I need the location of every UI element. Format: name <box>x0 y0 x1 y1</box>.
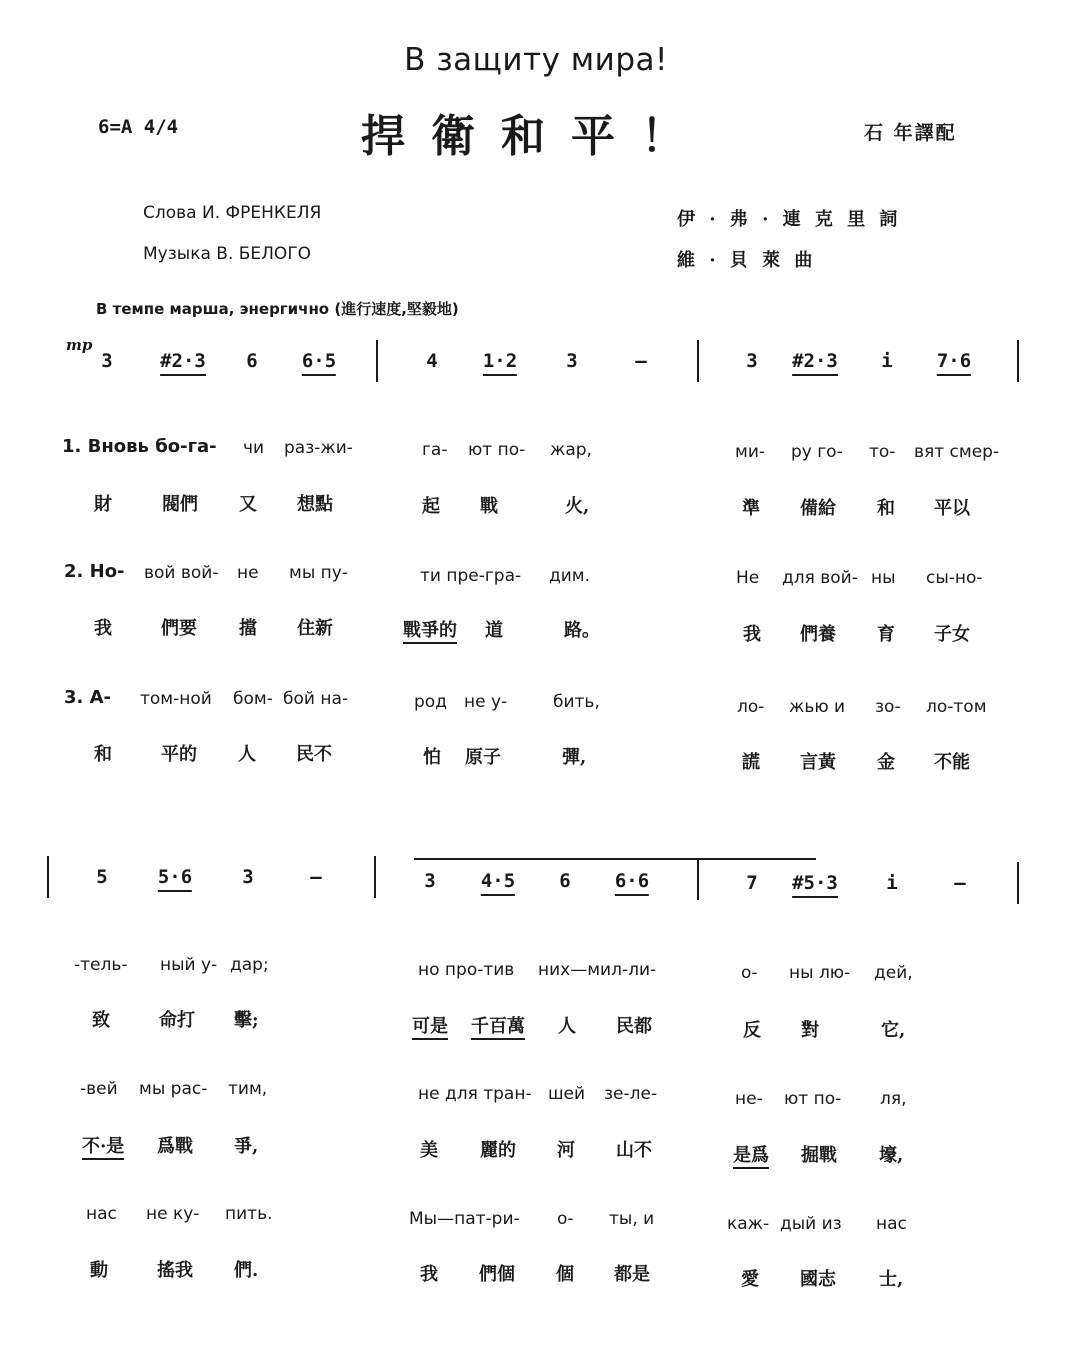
lyric: ты, и <box>609 1209 655 1229</box>
lyric: 平以 <box>934 498 970 519</box>
note: i <box>886 872 898 894</box>
lyric: сы-но- <box>926 568 983 588</box>
note: 6 <box>559 870 571 892</box>
lyric: 怕 <box>423 747 441 768</box>
note: 6 <box>246 350 258 372</box>
lyric: 反 <box>743 1020 761 1041</box>
lyric: 育 <box>877 624 895 645</box>
note: 7·6 <box>937 350 971 376</box>
barline <box>697 340 699 382</box>
lyric: зе-ле- <box>604 1084 658 1104</box>
lyric: жью и <box>789 697 846 717</box>
lyric: 致 <box>92 1010 110 1031</box>
slur-line <box>414 858 816 860</box>
lyric: 動 <box>90 1260 108 1281</box>
lyric: вой вой- <box>144 563 219 583</box>
lyric: 民都 <box>616 1016 652 1037</box>
lyric: 財 <box>94 494 112 515</box>
lyric: 我 <box>94 618 112 639</box>
lyric: 不能 <box>934 752 970 773</box>
lyric: 想點 <box>297 494 333 515</box>
lyric: 金 <box>877 752 895 773</box>
composer-ru: Музыка В. БЕЛОГО <box>143 244 312 264</box>
note: — <box>310 866 322 888</box>
lyric: каж- <box>727 1214 770 1234</box>
lyric: мы пу- <box>289 563 348 583</box>
lyric: 擋 <box>239 618 257 639</box>
title-russian: В защиту мира! <box>404 42 668 78</box>
lyric: 不·是 <box>82 1132 124 1160</box>
lyric: дар; <box>230 955 269 975</box>
lyric: 對 <box>801 1020 819 1041</box>
lyric: то- <box>869 442 896 462</box>
lyricist-ru: Слова И. ФРЕНКЕЛЯ <box>143 203 322 223</box>
lyric: 準 <box>742 498 760 519</box>
lyric: не- <box>735 1089 763 1109</box>
lyric: том-ной <box>140 689 212 709</box>
lyric: не для тран- <box>418 1084 532 1104</box>
lyric: 民不 <box>296 744 332 765</box>
lyric: 麗的 <box>480 1140 516 1161</box>
lyric: 閥們 <box>162 494 198 515</box>
lyric: о- <box>741 963 758 983</box>
lyric: пить. <box>225 1204 273 1224</box>
lyric: чи <box>243 438 265 458</box>
lyric: ны лю- <box>789 963 851 983</box>
lyricist-zh: 伊 · 弗 · 連 克 里 詞 <box>677 209 902 230</box>
lyric: бой на- <box>283 689 349 709</box>
lyric: 美 <box>420 1140 438 1161</box>
note: 3 <box>746 350 758 372</box>
note: 4·5 <box>481 870 515 896</box>
lyric: 謊 <box>742 752 760 773</box>
lyric: дим. <box>549 566 591 586</box>
lyric: 起 <box>422 496 440 517</box>
barline <box>47 856 49 898</box>
lyric: но про-тив <box>418 960 515 980</box>
note: #2·3 <box>160 350 206 376</box>
lyric: род <box>414 692 447 712</box>
lyric: 們養 <box>800 624 836 645</box>
barline <box>376 340 378 382</box>
lyric: нас <box>86 1204 117 1224</box>
lyric: ный у- <box>160 955 218 975</box>
lyric: тим, <box>228 1079 268 1099</box>
lyric: 們要 <box>161 618 197 639</box>
lyric: бить, <box>553 692 600 712</box>
lyric: 都是 <box>614 1264 650 1285</box>
lyric: 命打 <box>159 1010 195 1031</box>
translator-credit: 石 年譯配 <box>864 122 957 144</box>
lyric: 戰 <box>480 496 498 517</box>
lyric: 和 <box>94 744 112 765</box>
lyric: мы рас- <box>139 1079 208 1099</box>
lyric: не ку- <box>146 1204 200 1224</box>
note: 6·6 <box>615 870 649 896</box>
lyric: 我 <box>743 624 761 645</box>
lyric: 和 <box>877 498 895 519</box>
barline <box>1017 340 1019 382</box>
lyric: 們. <box>234 1260 259 1281</box>
lyric: о- <box>557 1209 574 1229</box>
lyric: -тель- <box>74 955 128 975</box>
lyric: 壕, <box>879 1145 904 1166</box>
lyric: 住新 <box>297 618 333 639</box>
lyric: ют по- <box>784 1089 842 1109</box>
key-signature: 6=A 4/4 <box>98 116 179 138</box>
note: — <box>635 350 647 372</box>
dynamic-marking: mp <box>66 336 93 354</box>
barline <box>697 858 699 900</box>
lyric: для вой- <box>782 568 858 588</box>
lyric: 平的 <box>161 744 197 765</box>
lyric: 火, <box>565 496 590 517</box>
note: 1·2 <box>483 350 517 376</box>
lyric: ти пре-гра- <box>420 566 522 586</box>
lyric: вят смер- <box>914 442 1000 462</box>
lyric: жар, <box>550 440 592 460</box>
lyric: ру го- <box>791 442 843 462</box>
lyric: 1. Вновь бо-га- <box>62 436 217 457</box>
lyric: ло- <box>737 697 765 717</box>
note: i <box>881 350 893 372</box>
note: 7 <box>746 872 758 894</box>
lyric: 個 <box>556 1264 574 1285</box>
barline <box>374 856 376 898</box>
lyric: дый из <box>780 1214 842 1234</box>
lyric: 言黃 <box>800 752 836 773</box>
lyric: 備給 <box>800 498 836 519</box>
lyric: 彈, <box>562 747 587 768</box>
lyric: бом- <box>233 689 273 709</box>
lyric: 們個 <box>479 1264 515 1285</box>
lyric: ло-том <box>926 697 987 717</box>
lyric: 人 <box>558 1016 576 1037</box>
lyric: ми- <box>735 442 766 462</box>
lyric: 子女 <box>934 624 970 645</box>
lyric: 爲戰 <box>157 1136 193 1157</box>
lyric: Не <box>736 568 760 588</box>
note: 3 <box>424 870 436 892</box>
title-chinese: 捍衛和平！ <box>361 111 711 162</box>
note: #5·3 <box>792 872 838 898</box>
lyric: не у- <box>464 692 508 712</box>
note: #2·3 <box>792 350 838 376</box>
lyric: 愛 <box>741 1269 759 1290</box>
lyric: 我 <box>420 1264 438 1285</box>
note: — <box>954 872 966 894</box>
lyric: них—мил-ли- <box>538 960 657 980</box>
lyric: 路。 <box>564 620 600 641</box>
lyric: шей <box>548 1084 586 1104</box>
lyric: 河 <box>557 1140 575 1161</box>
lyric: 是爲 <box>733 1141 769 1169</box>
lyric: не <box>237 563 259 583</box>
lyric: 它, <box>881 1020 906 1041</box>
lyric: 戰爭的 <box>403 616 457 644</box>
lyric: 爭, <box>234 1136 259 1157</box>
lyric: 原子 <box>465 747 501 768</box>
lyric: 搖我 <box>157 1260 193 1281</box>
lyric: 國志 <box>800 1269 836 1290</box>
note: 4 <box>426 350 438 372</box>
lyric: ны <box>871 568 896 588</box>
lyric: 又 <box>239 494 257 515</box>
lyric: 山不 <box>616 1140 652 1161</box>
lyric: ют по- <box>468 440 526 460</box>
note: 3 <box>101 350 113 372</box>
composer-zh: 維 · 貝 萊 曲 <box>677 250 817 271</box>
lyric: раз-жи- <box>284 438 353 458</box>
lyric: ля, <box>880 1089 907 1109</box>
note: 5 <box>96 866 108 888</box>
lyric: дей, <box>874 963 913 983</box>
note: 5·6 <box>158 866 192 892</box>
lyric: Мы—пат-ри- <box>409 1209 520 1229</box>
lyric: 千百萬 <box>471 1012 525 1040</box>
lyric: 擊; <box>234 1010 259 1031</box>
note: 6·5 <box>302 350 336 376</box>
barline <box>1017 862 1019 904</box>
note: 3 <box>242 866 254 888</box>
lyric: га- <box>422 440 448 460</box>
lyric: 士, <box>879 1269 904 1290</box>
note: 3 <box>566 350 578 372</box>
lyric: -вей <box>80 1079 118 1099</box>
lyric: 人 <box>238 744 256 765</box>
lyric: нас <box>876 1214 907 1234</box>
lyric: зо- <box>875 697 901 717</box>
lyric: 3. А- <box>64 687 112 708</box>
lyric: 道 <box>485 620 503 641</box>
lyric: 可是 <box>412 1012 448 1040</box>
lyric: 掘戰 <box>801 1145 837 1166</box>
lyric: 2. Но- <box>64 561 125 582</box>
tempo-marking: В темпе марша, энергично (進行速度,堅毅地) <box>96 300 459 318</box>
